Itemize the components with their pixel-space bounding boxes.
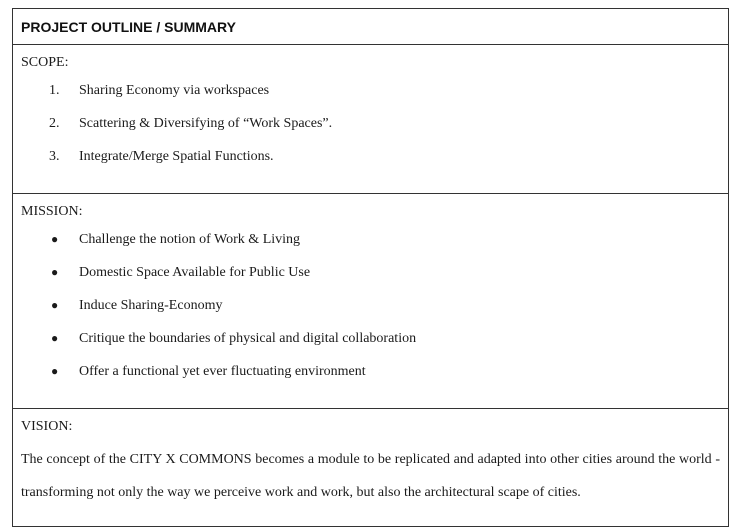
vision-section xyxy=(13,408,728,526)
project-outline-table xyxy=(12,8,729,527)
scope-item-text: Integrate/Merge Spatial Functions. xyxy=(79,149,274,164)
vision-label: VISION: xyxy=(21,419,73,434)
scope-item xyxy=(13,140,728,173)
mission-item xyxy=(13,289,728,322)
bullet-icon: ● xyxy=(51,265,59,279)
scope-item xyxy=(13,107,728,140)
scope-label: SCOPE: xyxy=(21,55,69,70)
scope-item-number: 2. xyxy=(49,116,60,131)
vision-paragraph: The concept of the CITY X COMMONS becomes a module to be replicated and adapted into other cities around the world - transforming not only the way we perceive work and work, but also the architectural scape of cities. xyxy=(21,452,720,500)
mission-item xyxy=(13,223,728,256)
scope-item xyxy=(13,74,728,107)
mission-item xyxy=(13,355,728,388)
mission-list xyxy=(13,223,728,388)
mission-item-text: Induce Sharing-Economy xyxy=(79,298,223,313)
mission-label: MISSION: xyxy=(21,204,83,219)
bullet-icon: ● xyxy=(51,298,59,312)
scope-list xyxy=(13,74,728,173)
mission-item-text: Offer a functional yet ever fluctuating environment xyxy=(79,364,366,379)
scope-item-number: 1. xyxy=(49,83,60,98)
header-title: PROJECT OUTLINE / SUMMARY xyxy=(21,18,236,35)
scope-item-number: 3. xyxy=(49,149,60,164)
scope-item-text: Scattering & Diversifying of “Work Spaces”. xyxy=(79,116,333,131)
mission-item-text: Challenge the notion of Work & Living xyxy=(79,232,301,247)
bullet-icon: ● xyxy=(51,364,59,378)
scope-item-text: Sharing Economy via workspaces xyxy=(79,83,270,98)
mission-item-text: Domestic Space Available for Public Use xyxy=(79,265,311,280)
mission-item xyxy=(13,256,728,289)
mission-item-text: Critique the boundaries of physical and digital collaboration xyxy=(79,331,417,346)
scope-section xyxy=(13,44,728,193)
table-header xyxy=(13,9,728,44)
bullet-icon: ● xyxy=(51,331,59,345)
bullet-icon: ● xyxy=(51,232,59,246)
mission-item xyxy=(13,322,728,355)
mission-section xyxy=(13,193,728,408)
